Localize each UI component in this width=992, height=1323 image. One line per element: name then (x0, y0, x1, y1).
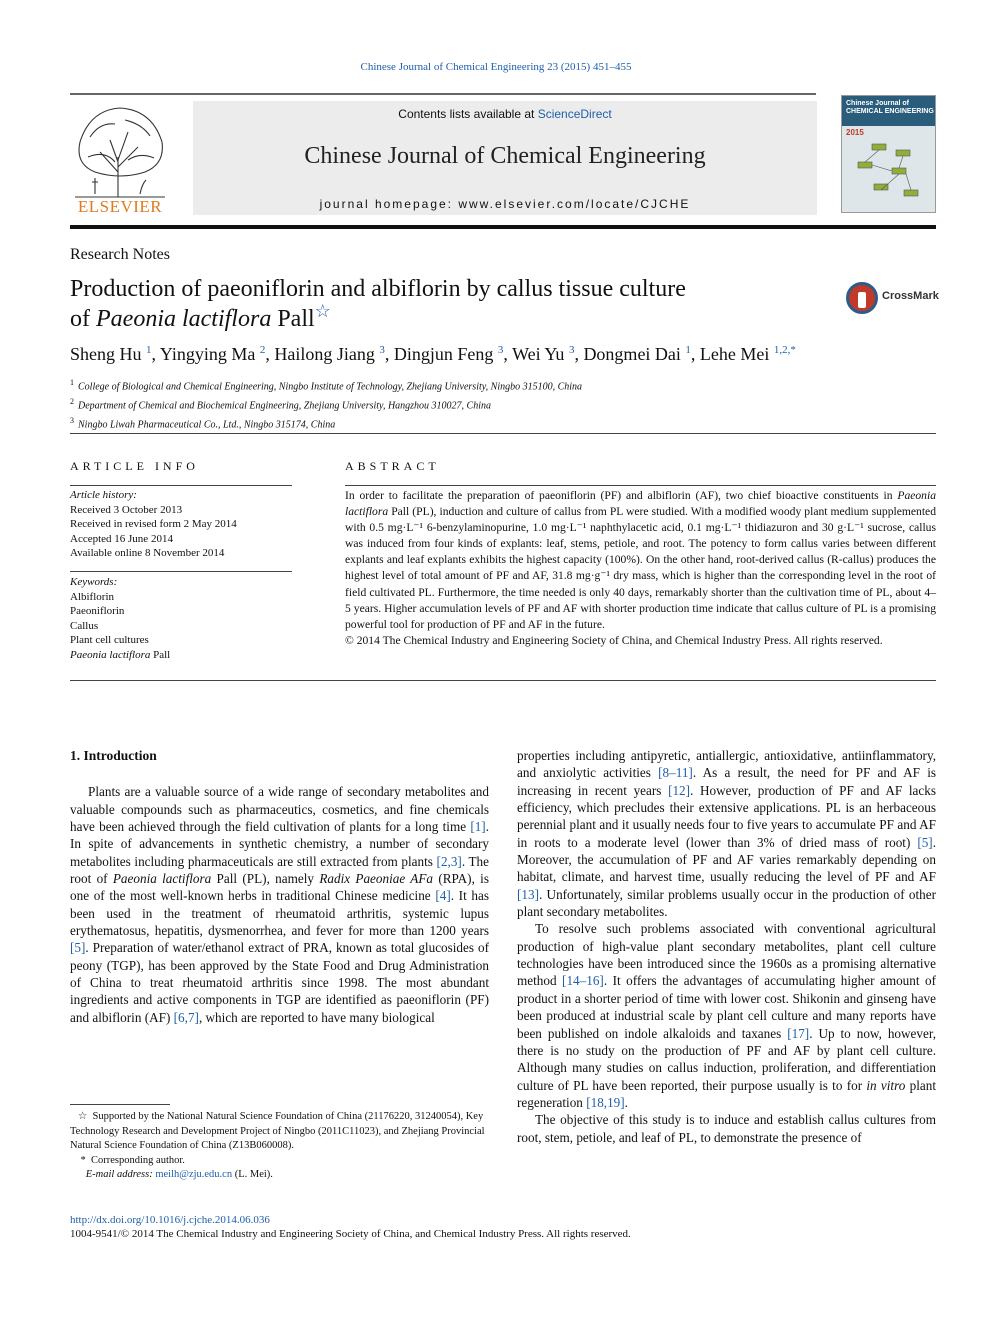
author-affil-link[interactable]: 1 (146, 344, 152, 356)
doi-link[interactable]: http://dx.doi.org/10.1016/j.cjche.2014.06.036 (70, 1214, 270, 1226)
title-suffix: Pall (271, 306, 315, 332)
citation-link[interactable]: [17] (787, 1025, 810, 1041)
body-text: Plants are a valuable source of a wide range of secondary metabolites and valuable compounds such as pharmaceutics, cosmetics, and fine chemicals have been achieved through the field cultivation of plants for a long time (70, 784, 489, 835)
history-item: Available online 8 November 2014 (70, 547, 225, 559)
journal-cover-thumbnail (841, 95, 936, 213)
body-text: . (624, 1094, 628, 1110)
author-name: Dongmei Dai (583, 344, 681, 364)
body-text: plant regeneration (517, 1077, 936, 1110)
body-paragraph (517, 747, 936, 920)
cover-title: Chinese Journal of CHEMICAL ENGINEERING (846, 100, 934, 115)
citation-link[interactable]: [5] (917, 834, 933, 850)
abstract-rule (345, 485, 936, 486)
header-rule (70, 93, 816, 95)
footnotes (70, 1110, 489, 1183)
journal-citation[interactable]: Chinese Journal of Chemical Engineering 23 (2015) 451–455 (360, 61, 632, 73)
body-text: . It offers the advantages of accumulating higher amount of product in a shorter period of time with lower cost. Shikonin and ginseng have been produced at industrial scale by plant cell culture and many reports have been published on indole alkaloids and taxanes (517, 973, 936, 1041)
abstract-species: Paeonia lactiflora (345, 489, 936, 519)
author-name: Wei Yu (512, 344, 565, 364)
keywords-heading: Keywords: (70, 576, 118, 588)
keyword-suffix: Pall (150, 648, 171, 661)
keyword-species: Paeonia lactiflora (70, 648, 151, 661)
keyword: Plant cell cultures (70, 634, 149, 646)
author-affil-link[interactable]: 2 (259, 344, 266, 356)
footnote-star: ☆ (77, 1111, 88, 1122)
title-line-1: Production of paeoniflorin and albiflorin by callus tissue culture (70, 276, 686, 302)
author-affil-link[interactable]: 1 (685, 344, 691, 356)
title-line-2 (70, 301, 790, 334)
citation-link[interactable]: [4] (435, 888, 451, 904)
keywords (70, 575, 292, 662)
body-paragraph: The objective of this study is to induce and establish callus cultures from root, stem, petiole, and leaf of PL, to demonstrate the presence of (517, 1112, 936, 1145)
author-name: Lehe Mei (699, 344, 770, 364)
affiliation-number: 2 (70, 396, 74, 406)
author-affil-link[interactable]: 3 (379, 344, 385, 356)
abstract-copyright: © 2014 The Chemical Industry and Engineering Society of China, and Chemical Industry Press. All rights reserved. (345, 633, 883, 647)
affiliations (70, 376, 936, 432)
journal-masthead (193, 101, 817, 215)
affiliation-text: Department of Chemical and Biochemical Engineering, Zhejiang University, Hangzhou 310027, China (78, 400, 492, 412)
journal-homepage[interactable]: journal homepage: www.elsevier.com/locate/CJCHE (319, 197, 691, 211)
citation-link[interactable]: [5] (70, 940, 86, 956)
funding-footnote (70, 1110, 489, 1154)
author-name: Sheng Hu (70, 344, 142, 364)
funding-text: Supported by the National Natural Science Foundation of China (21176220, 31240054), Key Technology Research and Development Project of Ningbo (2011C11023), and Zhejiang Provincial Natural Science Foundation of China (Z13B060008). (70, 1111, 485, 1151)
issn-copyright: 1004-9541/© 2014 The Chemical Industry and Engineering Society of China, and Chemical Industry Press. All rights reserved. (70, 1228, 631, 1240)
author-name: Yingying Ma (159, 344, 256, 364)
history-heading: Article history: (70, 489, 137, 501)
footnote-rule (70, 1104, 170, 1105)
body-text: . Preparation of water/ethanol extract of PRA, known as total glucosides of peony (TGP), has been approved by the State Food and Drug Administration of China to treat rheumatoid arthritis since 1998. The most abundant ingredients and active components in TGP are identified as paeoniflorin (PF) and albiflorin (AF) (70, 940, 489, 1025)
crossmark-label: CrossMark (882, 290, 939, 302)
keyword: Callus (70, 619, 99, 632)
keyword (70, 648, 292, 663)
affiliation (70, 414, 936, 433)
affiliation (70, 395, 936, 414)
abstract-text: Pall (PL), induction and culture of callus from PL were studied. With a modified woody plant medium supplemented with 0.5 mg·L⁻¹ 6-benzylaminopurine, 1.0 mg·L⁻¹ naphthylacetic acid, 0.1 mg·L⁻¹ thidiazuron and 30 g·L⁻¹ sucrose, callus was induced from four kinds of explants: leaf, stems, petiole, and root. The potency to form callus varies between different explants and leaf explants exhibits the highest capacity (100%). On the other hand, root-derived callus (R-callus) produces the highest level of total amount of PF and AF, 31.8 mg·g⁻¹ dry mass, which is higher than the corresponding level in the root of field cultivated PL. Furthermore, the time needed is only 40 days, remarkably shorter than the cultivation time of PL, about 4–5 years. Higher accumulation levels of PF and AF with shorter production time indicate that callus culture of PL is a promising powerful tool for production of PF and AF in the future. (345, 505, 936, 631)
sciencedirect-link[interactable]: ScienceDirect (537, 107, 612, 121)
corresponding-mark: * (80, 1154, 86, 1166)
body-text: . It has been used in the treatment of rheumatoid arthritis, systemic lupus erythematosus, hepatitis, dysmenorrhea, and fever for more than 1200 years (70, 888, 489, 939)
crossmark-icon-bar (858, 292, 866, 308)
contents-line (193, 107, 817, 121)
affiliation-number: 1 (70, 378, 74, 387)
abstract-heading: ABSTRACT (345, 459, 440, 473)
title-species: Paeonia lactiflora (96, 306, 272, 332)
affiliation-text: Ningbo Liwah Pharmaceutical Co., Ltd., Ningbo 315174, China (78, 418, 336, 430)
body-text: (RPA), is one of the most well-known herbs in traditional Chinese medicine (70, 871, 489, 904)
author-name: Hailong Jiang (274, 344, 375, 364)
crossmark-badge[interactable] (846, 280, 938, 316)
author-affil-link[interactable]: 3 (568, 344, 575, 356)
keywords-rule (70, 571, 292, 572)
citation-link[interactable]: [1] (470, 819, 486, 835)
abstract-text: In order to facilitate the preparation of paeoniflorin (PF) and albiflorin (AF), two chief bioactive constituents in (345, 489, 898, 502)
body-species: Radix Paeoniae AFa (319, 871, 434, 887)
body-paragraph (70, 783, 489, 1026)
title-prefix: of (70, 306, 96, 332)
citation-link[interactable]: [13] (517, 886, 539, 902)
body-text: Pall (PL), namely (211, 871, 320, 887)
abstract-paragraph (345, 488, 936, 633)
citation-link[interactable]: [8–11] (658, 765, 693, 781)
body-text: . As a result, the need for PF and AF is increasing in recent years (517, 765, 936, 798)
journal-name: Chinese Journal of Chemical Engineering (304, 143, 706, 169)
body-text: , which are reported to have many biological (198, 1009, 435, 1025)
author-affil-link[interactable]: 3 (497, 344, 504, 356)
body-species: Paeonia lactiflora (112, 871, 212, 887)
citation-link[interactable]: [14–16] (562, 973, 604, 989)
body-text: . Up to now, however, there is no study on the production of PF and AF by plant cell culture. Although many studies on callus induction, proliferation, and differentiation culture of PL have been reported, their purpose usually is to for (517, 1025, 936, 1093)
citation-link[interactable]: [2,3] (436, 853, 462, 869)
corresponding-footnote (70, 1154, 489, 1169)
body-italic: in vitro (866, 1077, 906, 1093)
masthead-rule (70, 225, 936, 229)
body-text: properties including antipyretic, antiallergic, antioxidative, antiinflammatory, and anxiolytic activities (517, 748, 936, 781)
body-text: . The root of (70, 853, 490, 887)
body-column-left (70, 747, 489, 1026)
article-info-rule (70, 485, 292, 486)
body-text: . However, production of PF and AF lacks efficiency, which precludes their extensive applications. PL is an herbaceous perennial plant and it usually needs four to five years to accumulate PF and AF in roots to a moderate level (lower than 3% of dried mass of root) (517, 782, 936, 850)
citation-link[interactable]: [12] (668, 782, 691, 798)
citation-link[interactable]: [18,19] (586, 1094, 625, 1110)
email-suffix: (L. Mei). (232, 1169, 273, 1180)
keyword: Paeoniflorin (70, 605, 125, 617)
email-label: E-mail address: (85, 1169, 156, 1180)
cover-graphic (852, 140, 927, 208)
body-text: To resolve such problems associated with conventional agricultural production of high-value plant secondary metabolites, plant cell culture technologies have been introduced since the 1960s as a promising alternative method (517, 921, 936, 989)
email-link[interactable]: meilh@zju.edu.cn (155, 1169, 233, 1180)
corresponding-text: Corresponding author. (91, 1154, 185, 1166)
affiliation (70, 376, 936, 395)
article-history (70, 488, 292, 561)
keyword: Albiflorin (70, 590, 114, 603)
crossmark-icon (846, 282, 878, 314)
author-list: Sheng Hu $^1$, Yingying Ma $^2$, Hailong Jiang $^3$, Dingjun Feng $^3$, Wei Yu $^3$, Dongmei Dai $^1$, Lehe Mei $^{1,2,*}$ (70, 344, 796, 364)
affiliation-number: 3 (70, 415, 74, 425)
cover-year: 2015 (846, 128, 864, 137)
body-text: . In spite of advancements in synthetic chemistry, a number of secondary metabolites including pharmaceuticals are still extracted from plants (70, 819, 489, 869)
body-text: . Moreover, the accumulation of PF and AF varies remarkably depending on habitat, climate, and harvest time, usually reducing the level of PF and AF (517, 834, 936, 885)
contents-prefix: Contents lists available at (398, 107, 538, 121)
affiliation-text: College of Biological and Chemical Engineering, Ningbo Institute of Technology, Zhejiang University, Ningbo 315100, China (78, 381, 583, 393)
abstract-bottom-rule (70, 680, 936, 681)
body-column-right (517, 747, 936, 1146)
article-title (70, 274, 790, 334)
body-text: . Unfortunately, similar problems usually occur in the production of other plant secondary metabolites. (517, 886, 936, 920)
citation-link[interactable]: [6,7] (173, 1009, 199, 1025)
email-footnote (70, 1168, 489, 1183)
history-item: Received 3 October 2013 (70, 503, 183, 516)
affiliations-rule (70, 433, 936, 434)
elsevier-wordmark: ELSEVIER (77, 197, 163, 216)
section-heading-introduction: 1. Introduction (70, 748, 157, 763)
abstract-body (345, 488, 936, 649)
body-paragraph (517, 920, 936, 1111)
author-name: Dingjun Feng (393, 344, 494, 364)
history-item: Accepted 16 June 2014 (70, 532, 173, 545)
article-type: Research Notes (70, 246, 170, 263)
author-affil-link[interactable]: 1,2,* (773, 344, 796, 356)
article-info-heading: ARTICLE INFO (70, 459, 199, 473)
history-item: Received in revised form 2 May 2014 (70, 518, 237, 530)
title-footnote-star[interactable]: ☆ (314, 301, 331, 321)
